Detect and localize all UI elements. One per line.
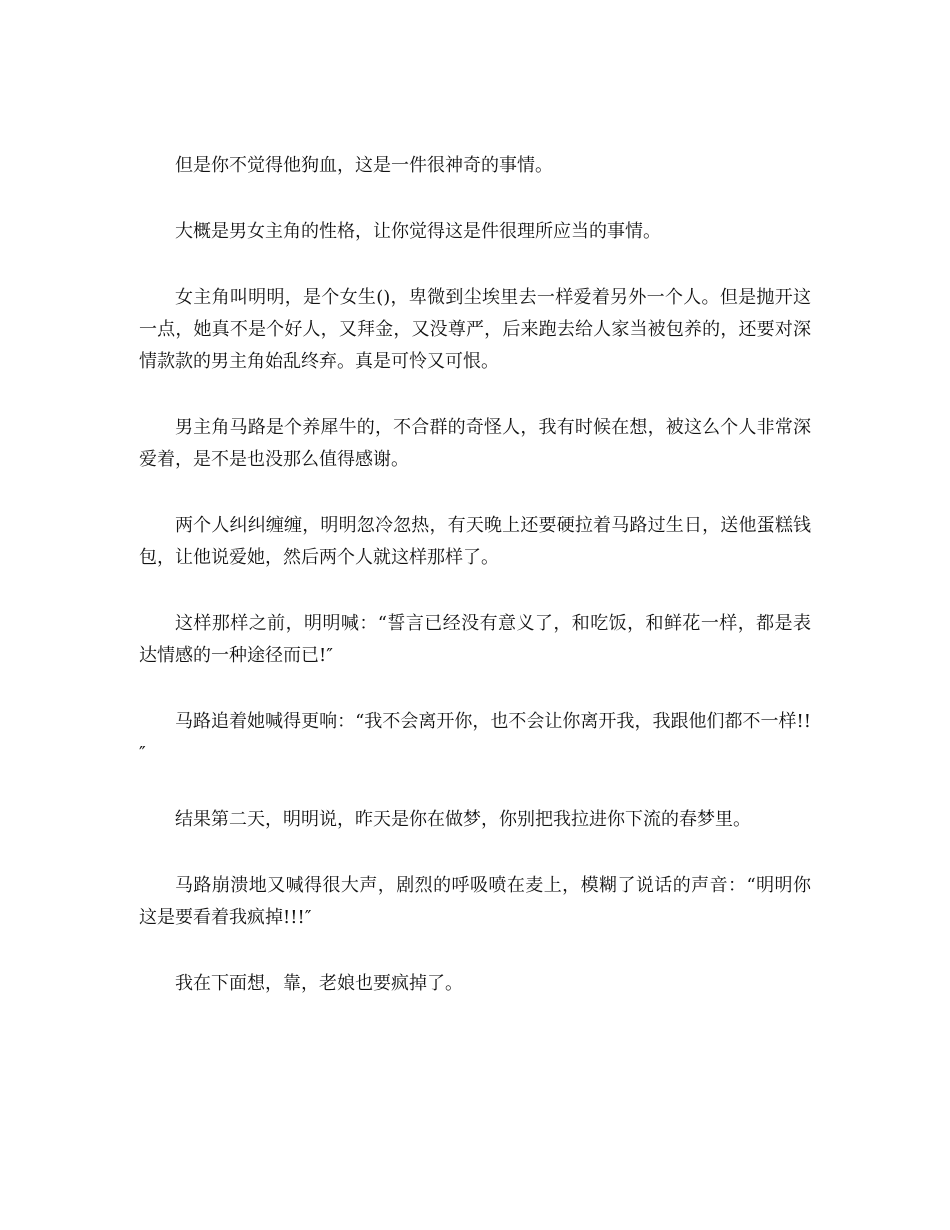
paragraph-1: 但是你不觉得他狗血，这是一件很神奇的事情。 (175, 155, 553, 176)
paragraph-8: 结果第二天，明明说，昨天是你在做梦，你别把我拉进你下流的春梦里。 (175, 809, 751, 830)
paragraph-4: 男主角马路是个养犀牛的，不合群的奇怪人，我有时候在想，被这么个人非常深爱着，是不是也没那么值得感谢。 (139, 417, 811, 470)
document-body (139, 150, 811, 1034)
paragraph-9: 马路崩溃地又喊得很大声，剧烈的呼吸喷在麦上，模糊了说话的声音：“明明你这是要看着我疯掉!!!″ (139, 875, 811, 928)
paragraph-5: 两个人纠纠缠缠，明明忽冷忽热，有天晚上还要硬拉着马路过生日，送他蛋糕钱包，让他说爱她，然后两个人就这样那样了。 (139, 515, 811, 568)
paragraph-10: 我在下面想，靠，老娘也要疯掉了。 (175, 973, 463, 994)
paragraph-2: 大概是男女主角的性格，让你觉得这是件很理所应当的事情。 (175, 221, 661, 242)
paragraph-6: 这样那样之前，明明喊：“誓言已经没有意义了，和吃饭，和鲜花一样，都是表达情感的一种途径而已!″ (139, 613, 811, 666)
paragraph-3: 女主角叫明明，是个女生()，卑微到尘埃里去一样爱着另外一个人。但是抛开这一点，她真不是个好人，又拜金，又没尊严，后来跑去给人家当被包养的，还要对深情款款的男主角始乱终弃。真是可怜又可恨。 (139, 287, 811, 372)
paragraph-7: 马路追着她喊得更响：“我不会离开你，也不会让你离开我，我跟他们都不一样!!″ (139, 711, 811, 764)
